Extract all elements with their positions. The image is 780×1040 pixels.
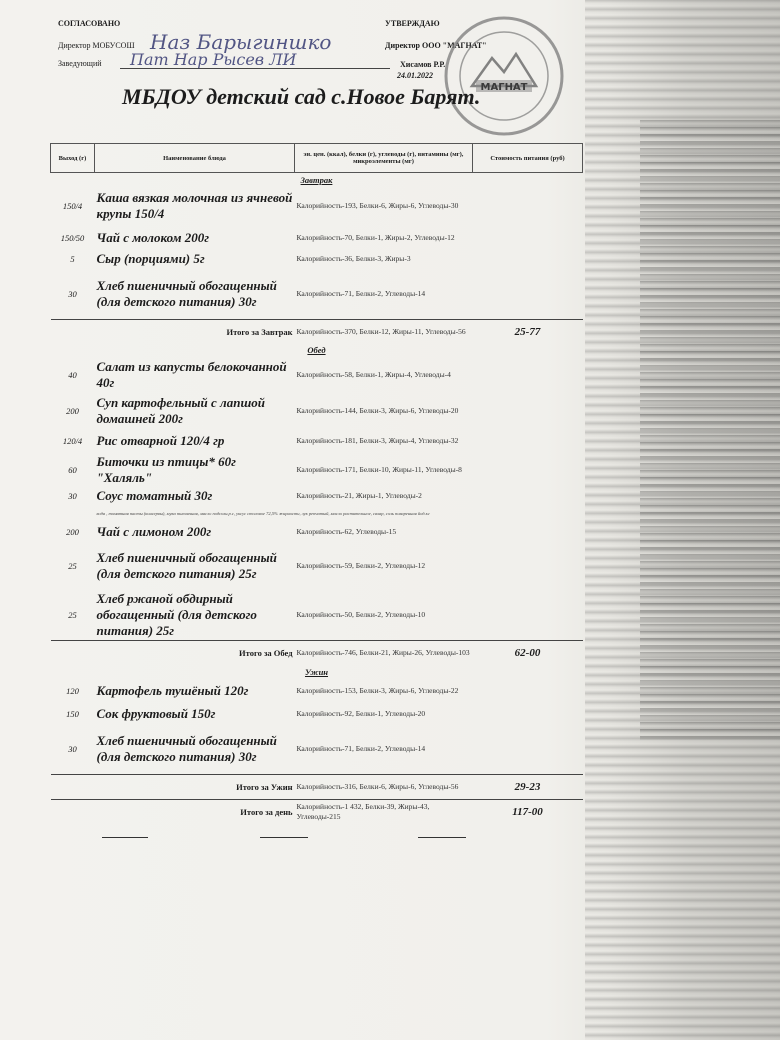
row-dish: Биточки из птицы* 60г "Халяль" (96, 453, 236, 485)
signature-line-2 (260, 837, 308, 838)
row-dish: Чай с лимоном 200г (96, 523, 212, 539)
row-out: 25 (68, 610, 77, 621)
row-nutrition: Калорийность-144, Белки-3, Жиры-6, Углеводы-20 (296, 405, 459, 415)
table-row (51, 591, 583, 641)
handwritten-signature: Наз Барыгиншко (150, 30, 332, 54)
total-cost: 62-00 (473, 641, 583, 666)
right-director-label: Директор ООО "МАГНАТ" (385, 41, 487, 50)
official-stamp (442, 14, 566, 138)
table-row (51, 186, 583, 226)
row-out: 120/4 (62, 435, 83, 446)
total-label: Итого за Завтрак (51, 319, 295, 344)
row-out: 150/4 (62, 201, 83, 211)
table-row (51, 357, 583, 393)
total-label: Итого за Ужин (51, 774, 295, 799)
table-row (51, 453, 583, 487)
row-nutrition: Калорийность-62, Углеводы-15 (296, 526, 397, 536)
ingredients-note-row (51, 505, 583, 523)
row-out: 30 (68, 490, 77, 501)
right-date: 24.01.2022 (397, 71, 433, 80)
row-out: 200 (66, 405, 79, 416)
table-row (51, 704, 583, 724)
row-nutrition: Калорийность-153, Белки-3, Жиры-6, Углеводы-22 (296, 686, 459, 695)
row-dish: Чай с молоком 200г (96, 229, 210, 245)
row-nutrition: Калорийность-70, Белки-1, Жиры-2, Углеводы-12 (296, 232, 455, 242)
total-cost: 29-23 (473, 774, 583, 799)
menu-table (50, 143, 583, 824)
total-row-dinner (51, 774, 583, 799)
row-dish: Хлеб ржаной обдирный обогащенный (для детского питания) 25г (96, 591, 257, 639)
col-header-out: Выход (г) (51, 144, 95, 173)
approved-label: СОГЛАСОВАНО (58, 19, 121, 28)
row-out: 150 (66, 709, 79, 719)
row-nutrition: Калорийность-58, Белки-1, Жиры-4, Углеводы-4 (296, 369, 451, 379)
table-row (51, 487, 583, 505)
row-dish: Каша вязкая молочная из ячневой крупы 150/4 (96, 190, 293, 221)
table-row (51, 249, 583, 269)
row-out: 150/50 (60, 232, 85, 243)
section-dinner: Ужин (304, 666, 329, 677)
row-dish: Рис отварной 120/4 гр (96, 432, 225, 448)
page-title: МБДОУ детский сад с.Новое Барят. (122, 84, 481, 109)
handwritten-signature-2: Пат Нар Рысев ЛИ (130, 50, 297, 69)
table-row (51, 541, 583, 591)
total-nutrition: Калорийность-746, Белки-21, Жиры-26, Углеводы-103 (295, 641, 473, 666)
row-nutrition: Калорийность-193, Белки-6, Жиры-6, Углеводы-30 (296, 201, 459, 210)
table-row (51, 226, 583, 249)
total-nutrition: Калорийность-316, Белки-6, Жиры-6, Углеводы-56 (295, 774, 473, 799)
row-out: 40 (68, 369, 77, 380)
row-nutrition: Калорийность-71, Белки-2, Углеводы-14 (296, 288, 426, 298)
row-out: 200 (66, 526, 79, 537)
table-header (51, 144, 583, 173)
row-dish: Сыр (порциями) 5г (96, 251, 205, 266)
row-dish: Суп картофельный с лапшой домашней 200г (96, 394, 266, 426)
row-dish: Хлеб пшеничный обогащенный (для детского питания) 25г (96, 549, 277, 581)
row-nutrition: Калорийность-59, Белки-2, Углеводы-12 (296, 560, 426, 570)
row-dish: Хлеб пшеничный обогащенный (для детского питания) 30г (96, 277, 277, 309)
row-nutrition: Калорийность-181, Белки-3, Жиры-4, Углеводы-32 (296, 435, 459, 445)
total-cost: 25-77 (473, 319, 583, 344)
row-out: 25 (68, 560, 77, 571)
row-out: 5 (70, 254, 75, 264)
row-nutrition: Калорийность-92, Белки-1, Углеводы-20 (296, 709, 426, 718)
day-total-nutrition: Калорийность-1 432, Белки-39, Жиры-43, Углеводы-215 (295, 799, 473, 824)
col-header-name: Наименование блюда (95, 144, 295, 173)
col-header-cost: Стоимость питания (руб) (473, 144, 583, 173)
ingredients-note: вода , томатная пасты (консервы), мука пшеничная, масло подсолн.р.с, уксус столовое 72,5% жирности, лук репчатый, масло растительное, сахар, соль поваренная йод.кг (96, 510, 430, 516)
section-breakfast: Завтрак (300, 174, 333, 185)
table-row (51, 724, 583, 774)
signature-line-1 (102, 837, 148, 838)
row-out: 60 (68, 464, 77, 475)
day-total-cost: 117-00 (473, 799, 583, 824)
table-row (51, 393, 583, 429)
total-row-breakfast (51, 319, 583, 344)
row-dish: Сок фруктовый 150г (96, 706, 216, 721)
row-nutrition: Калорийность-36, Белки-3, Жиры-3 (296, 254, 411, 263)
row-out: 30 (68, 743, 77, 754)
stamp-text: МАГНАТ (480, 82, 528, 93)
table-row (51, 429, 583, 453)
total-label: Итого за Обед (51, 641, 295, 666)
signature-line-3 (418, 837, 466, 838)
row-dish: Салат из капусты белокочанной 40г (96, 358, 287, 390)
table-row (51, 678, 583, 704)
row-out: 120 (66, 686, 79, 696)
right-name: Хисамов Р.Р. (400, 60, 446, 69)
col-header-nutrition: эн. цен. (ккал), белки (г), углеводы (г), витамины (мг), микроэлементы (мг) (295, 144, 473, 173)
left-manager-label: Заведующий (58, 59, 102, 68)
row-nutrition: Калорийность-71, Белки-2, Углеводы-14 (296, 743, 426, 753)
row-dish: Картофель тушёный 120г (96, 683, 249, 698)
left-director-label: Директор МОБУСОШ (58, 41, 135, 50)
row-nutrition: Калорийность-50, Белки-2, Углеводы-10 (296, 610, 426, 620)
total-row-day (51, 799, 583, 824)
day-total-label: Итого за день (51, 799, 295, 824)
approve-label: УТВЕРЖДАЮ (385, 19, 440, 28)
table-row (51, 523, 583, 541)
total-row-lunch (51, 641, 583, 666)
scan-artifact-dark (640, 120, 780, 740)
row-nutrition: Калорийность-21, Жиры-1, Углеводы-2 (296, 490, 422, 500)
row-nutrition: Калорийность-171, Белки-10, Жиры-11, Углеводы-8 (296, 464, 462, 474)
row-out: 30 (68, 288, 77, 299)
row-dish: Соус томатный 30г (96, 487, 213, 503)
row-dish: Хлеб пшеничный обогащенный (для детского питания) 30г (96, 732, 277, 764)
total-nutrition: Калорийность-370, Белки-12, Жиры-11, Углеводы-56 (295, 319, 473, 344)
table-row (51, 269, 583, 319)
section-lunch: Обед (307, 345, 326, 355)
